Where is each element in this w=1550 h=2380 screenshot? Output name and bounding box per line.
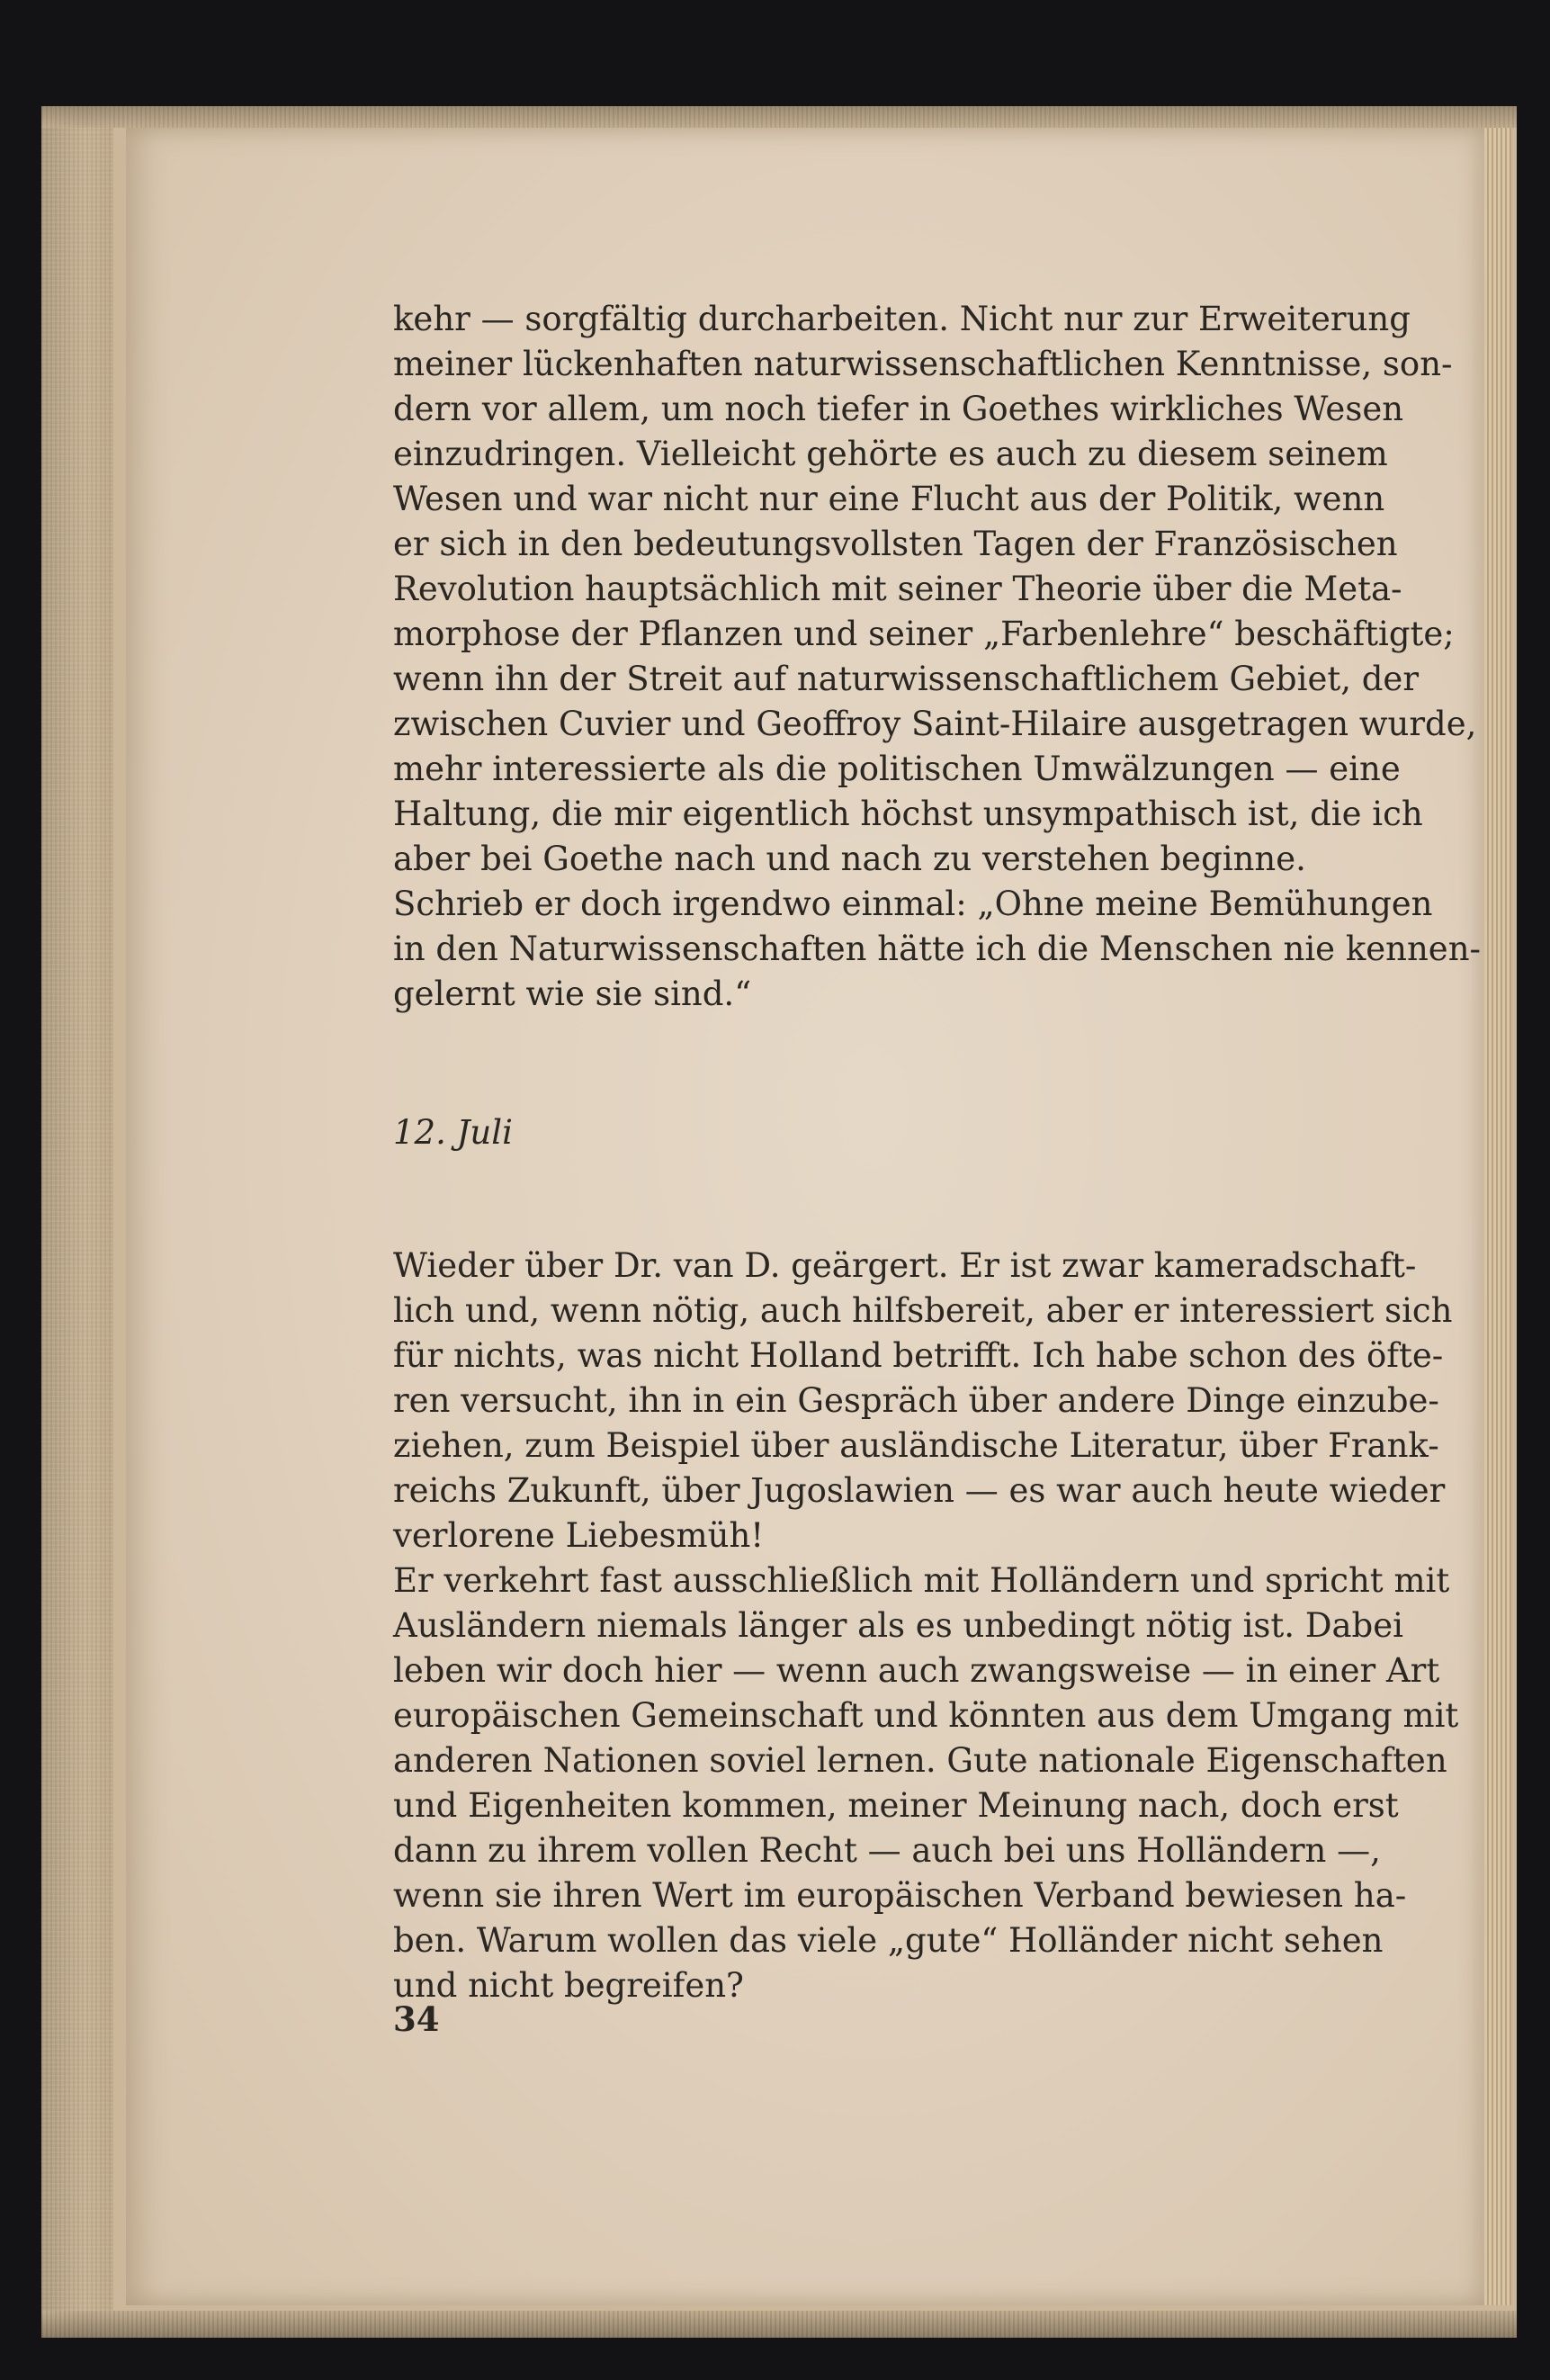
- text-line: und Eigenheiten kommen, meiner Meinung nach, doch erst: [393, 1786, 1399, 1825]
- cloth-binding-left: [41, 106, 113, 2338]
- page-text: [393, 297, 1482, 2008]
- text-line: Haltung, die mir eigentlich höchst unsympathisch ist, die ich: [393, 795, 1423, 833]
- text-line: anderen Nationen soviel lernen. Gute nationale Eigenschaften: [393, 1741, 1447, 1780]
- date-heading: 12. Juli: [393, 1113, 513, 1152]
- text-line: mehr interessierte als die politischen Umwälzungen — eine: [393, 750, 1401, 788]
- text-line: für nichts, was nicht Holland betrifft. Ich habe schon des öfte-: [393, 1336, 1444, 1375]
- text-line: ben. Warum wollen das viele „gute“ Holländer nicht sehen: [393, 1921, 1384, 1960]
- text-line: lich und, wenn nötig, auch hilfsbereit, aber er interessiert sich: [393, 1291, 1453, 1330]
- text-line: dern vor allem, um noch tiefer in Goethes wirkliches Wesen: [393, 390, 1404, 428]
- text-line: Revolution hauptsächlich mit seiner Theorie über die Meta-: [393, 570, 1402, 608]
- text-line: Schrieb er doch irgendwo einmal: „Ohne meine Bemühungen: [393, 885, 1433, 923]
- text-line: zwischen Cuvier und Geoffroy Saint-Hilaire ausgetragen wurde,: [393, 705, 1477, 743]
- text-line: einzudringen. Vielleicht gehörte es auch zu diesem seinem: [393, 435, 1388, 473]
- paragraph-4: [393, 1558, 1459, 2008]
- text-line: meiner lückenhaften naturwissenschaftlichen Kenntnisse, son-: [393, 345, 1453, 383]
- text-line: leben wir doch hier — wenn auch zwangsweise — in einer Art: [393, 1651, 1440, 1690]
- text-line: Ausländern niemals länger als es unbedingt nötig ist. Dabei: [393, 1606, 1403, 1645]
- page-number: 34: [393, 1999, 440, 2039]
- text-line: morphose der Pflanzen und seiner „Farbenlehre“ beschäftigte;: [393, 615, 1455, 653]
- paragraph-3: [393, 1244, 1453, 1558]
- text-line: europäischen Gemeinschaft und könnten aus dem Umgang mit: [393, 1696, 1459, 1735]
- text-line: Er verkehrt fast ausschließlich mit Holländern und spricht mit: [393, 1561, 1450, 1600]
- text-line: reichs Zukunft, über Jugoslawien — es war auch heute wieder: [393, 1471, 1446, 1510]
- text-line: aber bei Goethe nach und nach zu verstehen beginne.: [393, 840, 1306, 878]
- text-line: verlorene Liebesmüh!: [393, 1516, 765, 1555]
- cloth-binding-top: [41, 106, 1517, 128]
- text-line: gelernt wie sie sind.“: [393, 974, 752, 1013]
- text-line: wenn ihn der Streit auf naturwissenschaftlichem Gebiet, der: [393, 660, 1420, 698]
- text-line: ren versucht, ihn in ein Gespräch über andere Dinge einzube-: [393, 1381, 1439, 1420]
- paragraph-1: [393, 297, 1477, 882]
- text-line: Wieder über Dr. van D. geärgert. Er ist zwar kameradschaft-: [393, 1246, 1417, 1285]
- page-edges: [1484, 128, 1511, 2305]
- paragraph-2: [393, 882, 1482, 1017]
- text-line: ziehen, zum Beispiel über ausländische Literatur, über Frank-: [393, 1426, 1439, 1465]
- text-line: und nicht begreifen?: [393, 1966, 744, 2005]
- text-line: Wesen und war nicht nur eine Flucht aus der Politik, wenn: [393, 480, 1385, 518]
- cloth-binding-bottom: [41, 2311, 1517, 2338]
- text-line: dann zu ihrem vollen Recht — auch bei uns Holländern —,: [393, 1831, 1381, 1870]
- text-line: er sich in den bedeutungsvollsten Tagen der Französischen: [393, 525, 1398, 563]
- text-line: kehr — sorgfältig durcharbeiten. Nicht nur zur Erweiterung: [393, 300, 1411, 338]
- text-line: in den Naturwissenschaften hätte ich die Menschen nie kennen-: [393, 930, 1482, 968]
- text-line: wenn sie ihren Wert im europäischen Verband bewiesen ha-: [393, 1876, 1407, 1915]
